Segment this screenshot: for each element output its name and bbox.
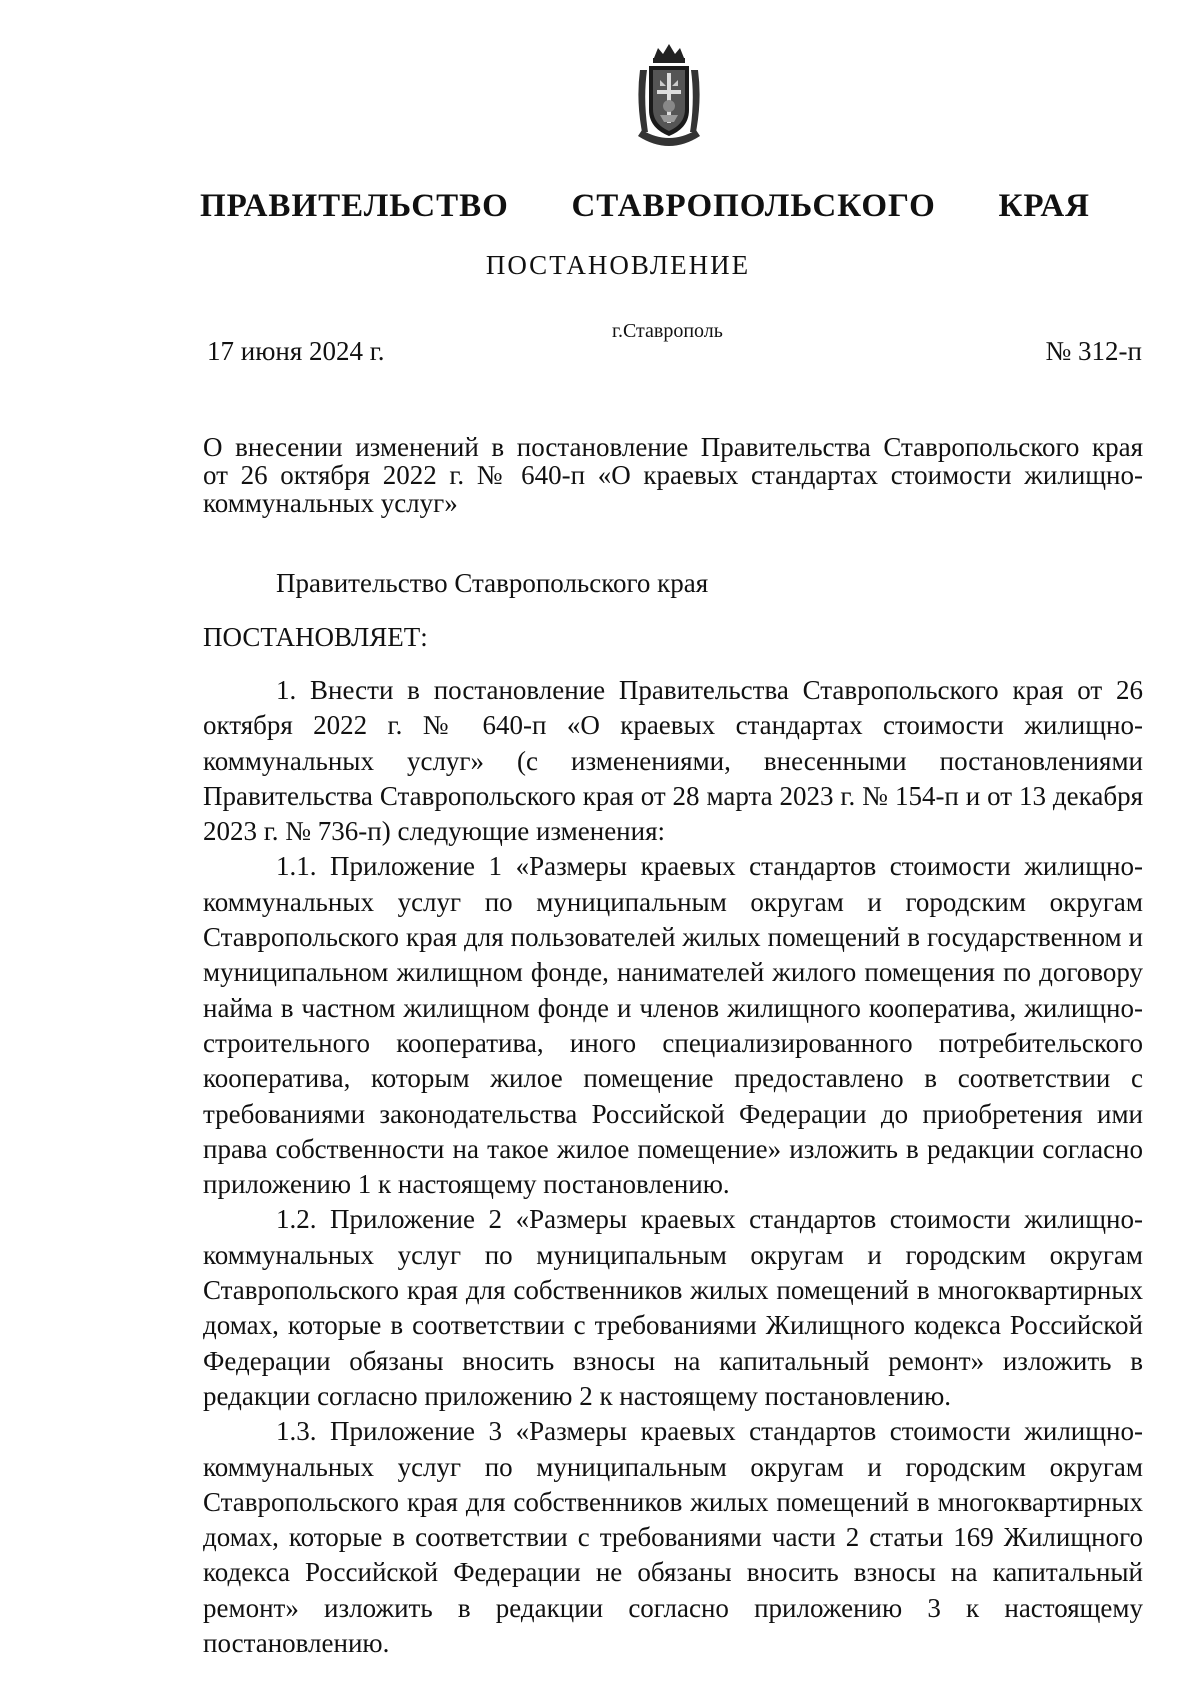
body-paragraph: 1.1. Приложение 1 «Размеры краевых стандартов стоимости жилищно-коммунальных услуг по муниципальным округам и городским округам Ставропольского края для пользователей жилых помещений в государственном и муниципальном жилищном фонде, нанимателей жилого помещения по договору найма в частном жилищном фонде и членов жилищного кооператива, жилищно-строительного кооператива, иного специализированного потребительского кооператива, которым жилое помещение предоставлено в соответствии с требованиями законодательства Российской Федерации до приобретения ими права собственности на такое жилое помещение» изложить в редакции согласно приложению 1 к настоящему постановлению. bbox=[203, 851, 1143, 1200]
decree-word: ПОСТАНОВЛЯЕТ: bbox=[203, 622, 428, 652]
subject-line: от 26 октября 2022 г. № 640-п «О краевых стандартах стоимости жилищно- bbox=[203, 460, 1143, 490]
government-title bbox=[200, 188, 1090, 225]
document-type: ПОСТАНОВЛЕНИЕ bbox=[485, 250, 751, 280]
government-title-word: КРАЯ bbox=[998, 188, 1090, 224]
document-city: г.Ставрополь bbox=[612, 320, 723, 342]
coat-of-arms-icon bbox=[630, 40, 708, 152]
body-paragraph: 1. Внести в постановление Правительства Ставропольского края от 26 октября 2022 г. № 640-п «О краевых стандартах стоимости жилищно-коммунальных услуг» (с изменениями, внесенными постановлениями Правительства Ставропольского края от 28 марта 2023 г. № 154-п и от 13 декабря 2023 г. № 736-п) следующие изменения: bbox=[203, 675, 1143, 847]
document-subject bbox=[203, 433, 1143, 517]
subject-line: О внесении изменений в постановление Правительства Ставропольского края bbox=[203, 432, 1143, 462]
government-title-word: ПРАВИТЕЛЬСТВО bbox=[200, 188, 509, 224]
document-date: 17 июня 2024 г. bbox=[207, 336, 385, 366]
body-paragraph: 1.2. Приложение 2 «Размеры краевых стандартов стоимости жилищно-коммунальных услуг по муниципальным округам и городским округам Ставропольского края для собственников жилых помещений в многоквартирных домах, которые в соответствии с требованиями Жилищного кодекса Российской Федерации обязаны вносить взносы на капитальный ремонт» изложить в редакции согласно приложению 2 к настоящему постановлению. bbox=[203, 1204, 1143, 1411]
document-body bbox=[203, 673, 1143, 1661]
body-paragraph: 1.3. Приложение 3 «Размеры краевых стандартов стоимости жилищно-коммунальных услуг по муниципальным округам и городским округам Ставропольского края для собственников жилых помещений в многоквартирных домах, которые в соответствии с требованиями части 2 статьи 169 Жилищного кодекса Российской Федерации не обязаны вносить взносы на капитальный ремонт» изложить в редакции согласно приложению 3 к настоящему постановлению. bbox=[203, 1416, 1143, 1659]
government-title-word: СТАВРОПОЛЬСКОГО bbox=[571, 188, 936, 224]
document-number: № 312-п bbox=[1045, 336, 1142, 366]
subject-line: коммунальных услуг» bbox=[203, 488, 458, 518]
issuing-body: Правительство Ставропольского края bbox=[276, 568, 709, 598]
